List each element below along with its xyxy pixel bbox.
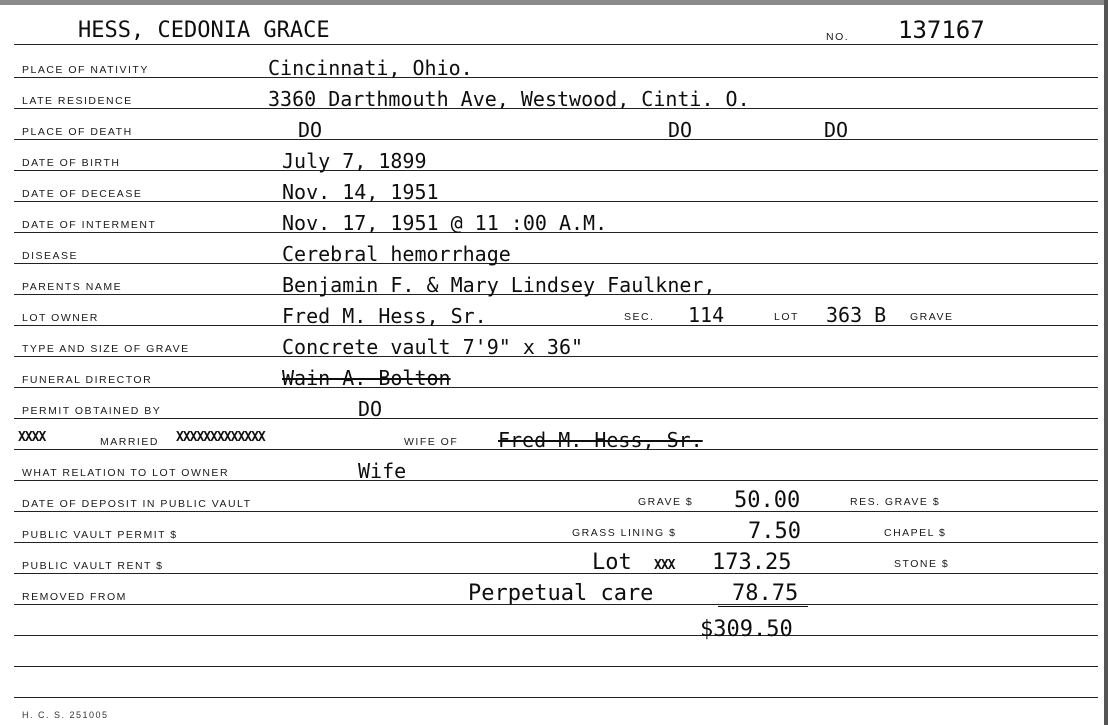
label-late-residence: LATE RESIDENCE	[22, 95, 133, 107]
label-stone: STONE $	[894, 558, 950, 570]
label-place-of-nativity: PLACE OF NATIVITY	[22, 64, 149, 76]
label-vault-permit: PUBLIC VAULT PERMIT $	[22, 529, 178, 541]
value-place-of-death-2: DO	[668, 118, 693, 142]
value-place-of-death-1: DO	[298, 118, 323, 142]
value-lot: 363 B	[826, 303, 887, 327]
label-parents-name: PARENTS NAME	[22, 281, 123, 293]
value-grave-charge: 50.00	[734, 488, 801, 513]
value-disease: Cerebral hemorrhage	[282, 242, 511, 266]
label-grass-lining: GRASS LINING $	[572, 527, 677, 539]
record-card	[0, 5, 1104, 725]
value-perpetual-care: 78.75	[718, 583, 808, 607]
rule-line	[14, 325, 1098, 326]
label-lot: LOT	[774, 311, 799, 323]
scan-right-edge	[1104, 0, 1108, 725]
value-spouse: Fred M. Hess, Sr.	[498, 428, 703, 452]
label-date-of-decease: DATE OF DECEASE	[22, 188, 143, 200]
rule-line	[14, 201, 1098, 202]
label-date-of-birth: DATE OF BIRTH	[22, 157, 121, 169]
rule-line	[14, 44, 1098, 45]
value-relation: Wife	[358, 459, 407, 483]
value-date-of-birth: July 7, 1899	[282, 149, 427, 173]
form-code: H. C. S. 251005	[22, 710, 109, 720]
label-vault-rent: PUBLIC VAULT RENT $	[22, 560, 164, 572]
value-parents-name: Benjamin F. & Mary Lindsey Faulkner,	[282, 273, 716, 297]
label-permit-obtained-by: PERMIT OBTAINED BY	[22, 405, 162, 417]
label-date-of-interment: DATE OF INTERMENT	[22, 219, 157, 231]
struck-prefix: XXXX	[18, 430, 46, 445]
rule-line	[14, 263, 1098, 264]
value-type-and-size: Concrete vault 7'9" x 36"	[282, 335, 584, 359]
label-date-of-deposit: DATE OF DEPOSIT IN PUBLIC VAULT	[22, 498, 252, 510]
rule-line	[14, 170, 1098, 171]
label-funeral-director: FUNERAL DIRECTOR	[22, 374, 153, 386]
rule-line	[14, 387, 1098, 388]
label-res-grave: RES. GRAVE $	[850, 496, 941, 508]
number-label: NO.	[826, 31, 850, 43]
rule-line	[14, 666, 1098, 667]
value-funeral-director: Wain A. Bolton	[282, 366, 451, 390]
rule-line	[14, 480, 1098, 481]
label-disease: DISEASE	[22, 250, 79, 262]
label-chapel: CHAPEL $	[884, 527, 947, 539]
rule-line	[14, 635, 1098, 636]
label-removed-from: REMOVED FROM	[22, 591, 127, 603]
label-place-of-death: PLACE OF DEATH	[22, 126, 133, 138]
rule-line	[14, 573, 1098, 574]
label-lot-owner: LOT OWNER	[22, 312, 99, 324]
label-perpetual-care: Perpetual care	[468, 581, 654, 606]
label-wife-of: WIFE OF	[404, 436, 459, 448]
label-relation: WHAT RELATION TO LOT OWNER	[22, 467, 230, 479]
label-sec: SEC.	[624, 311, 655, 323]
value-lot-charge: 173.25	[712, 550, 792, 575]
label-grave: GRAVE	[910, 311, 954, 323]
lot-prefix: Lot	[592, 550, 632, 575]
label-married: MARRIED	[100, 436, 159, 448]
value-date-of-decease: Nov. 14, 1951	[282, 180, 439, 204]
value-grass-lining: 7.50	[748, 519, 801, 544]
value-late-residence: 3360 Darthmouth Ave, Westwood, Cinti. O.	[268, 87, 750, 111]
rule-line	[14, 418, 1098, 419]
value-place-of-death-3: DO	[824, 118, 849, 142]
record-number: 137167	[898, 16, 985, 44]
total-amount: $309.50	[700, 617, 793, 642]
value-date-of-interment: Nov. 17, 1951 @ 11 :00 A.M.	[282, 211, 608, 235]
value-lot-owner: Fred M. Hess, Sr.	[282, 304, 487, 328]
value-place-of-nativity: Cincinnati, Ohio.	[268, 56, 473, 80]
value-sec: 114	[688, 303, 725, 327]
decedent-name: HESS, CEDONIA GRACE	[78, 18, 330, 43]
rule-line	[14, 542, 1098, 543]
label-type-and-size: TYPE AND SIZE OF GRAVE	[22, 343, 190, 355]
rule-line	[14, 511, 1098, 512]
value-permit-obtained-by: DO	[358, 397, 383, 421]
label-grave-charge: GRAVE $	[638, 496, 694, 508]
rule-line	[14, 697, 1098, 698]
lot-struck: XXX	[654, 558, 675, 573]
rule-line	[14, 77, 1098, 78]
struck-text: XXXXXXXXXXXXX	[176, 430, 265, 445]
rule-line	[14, 139, 1098, 140]
